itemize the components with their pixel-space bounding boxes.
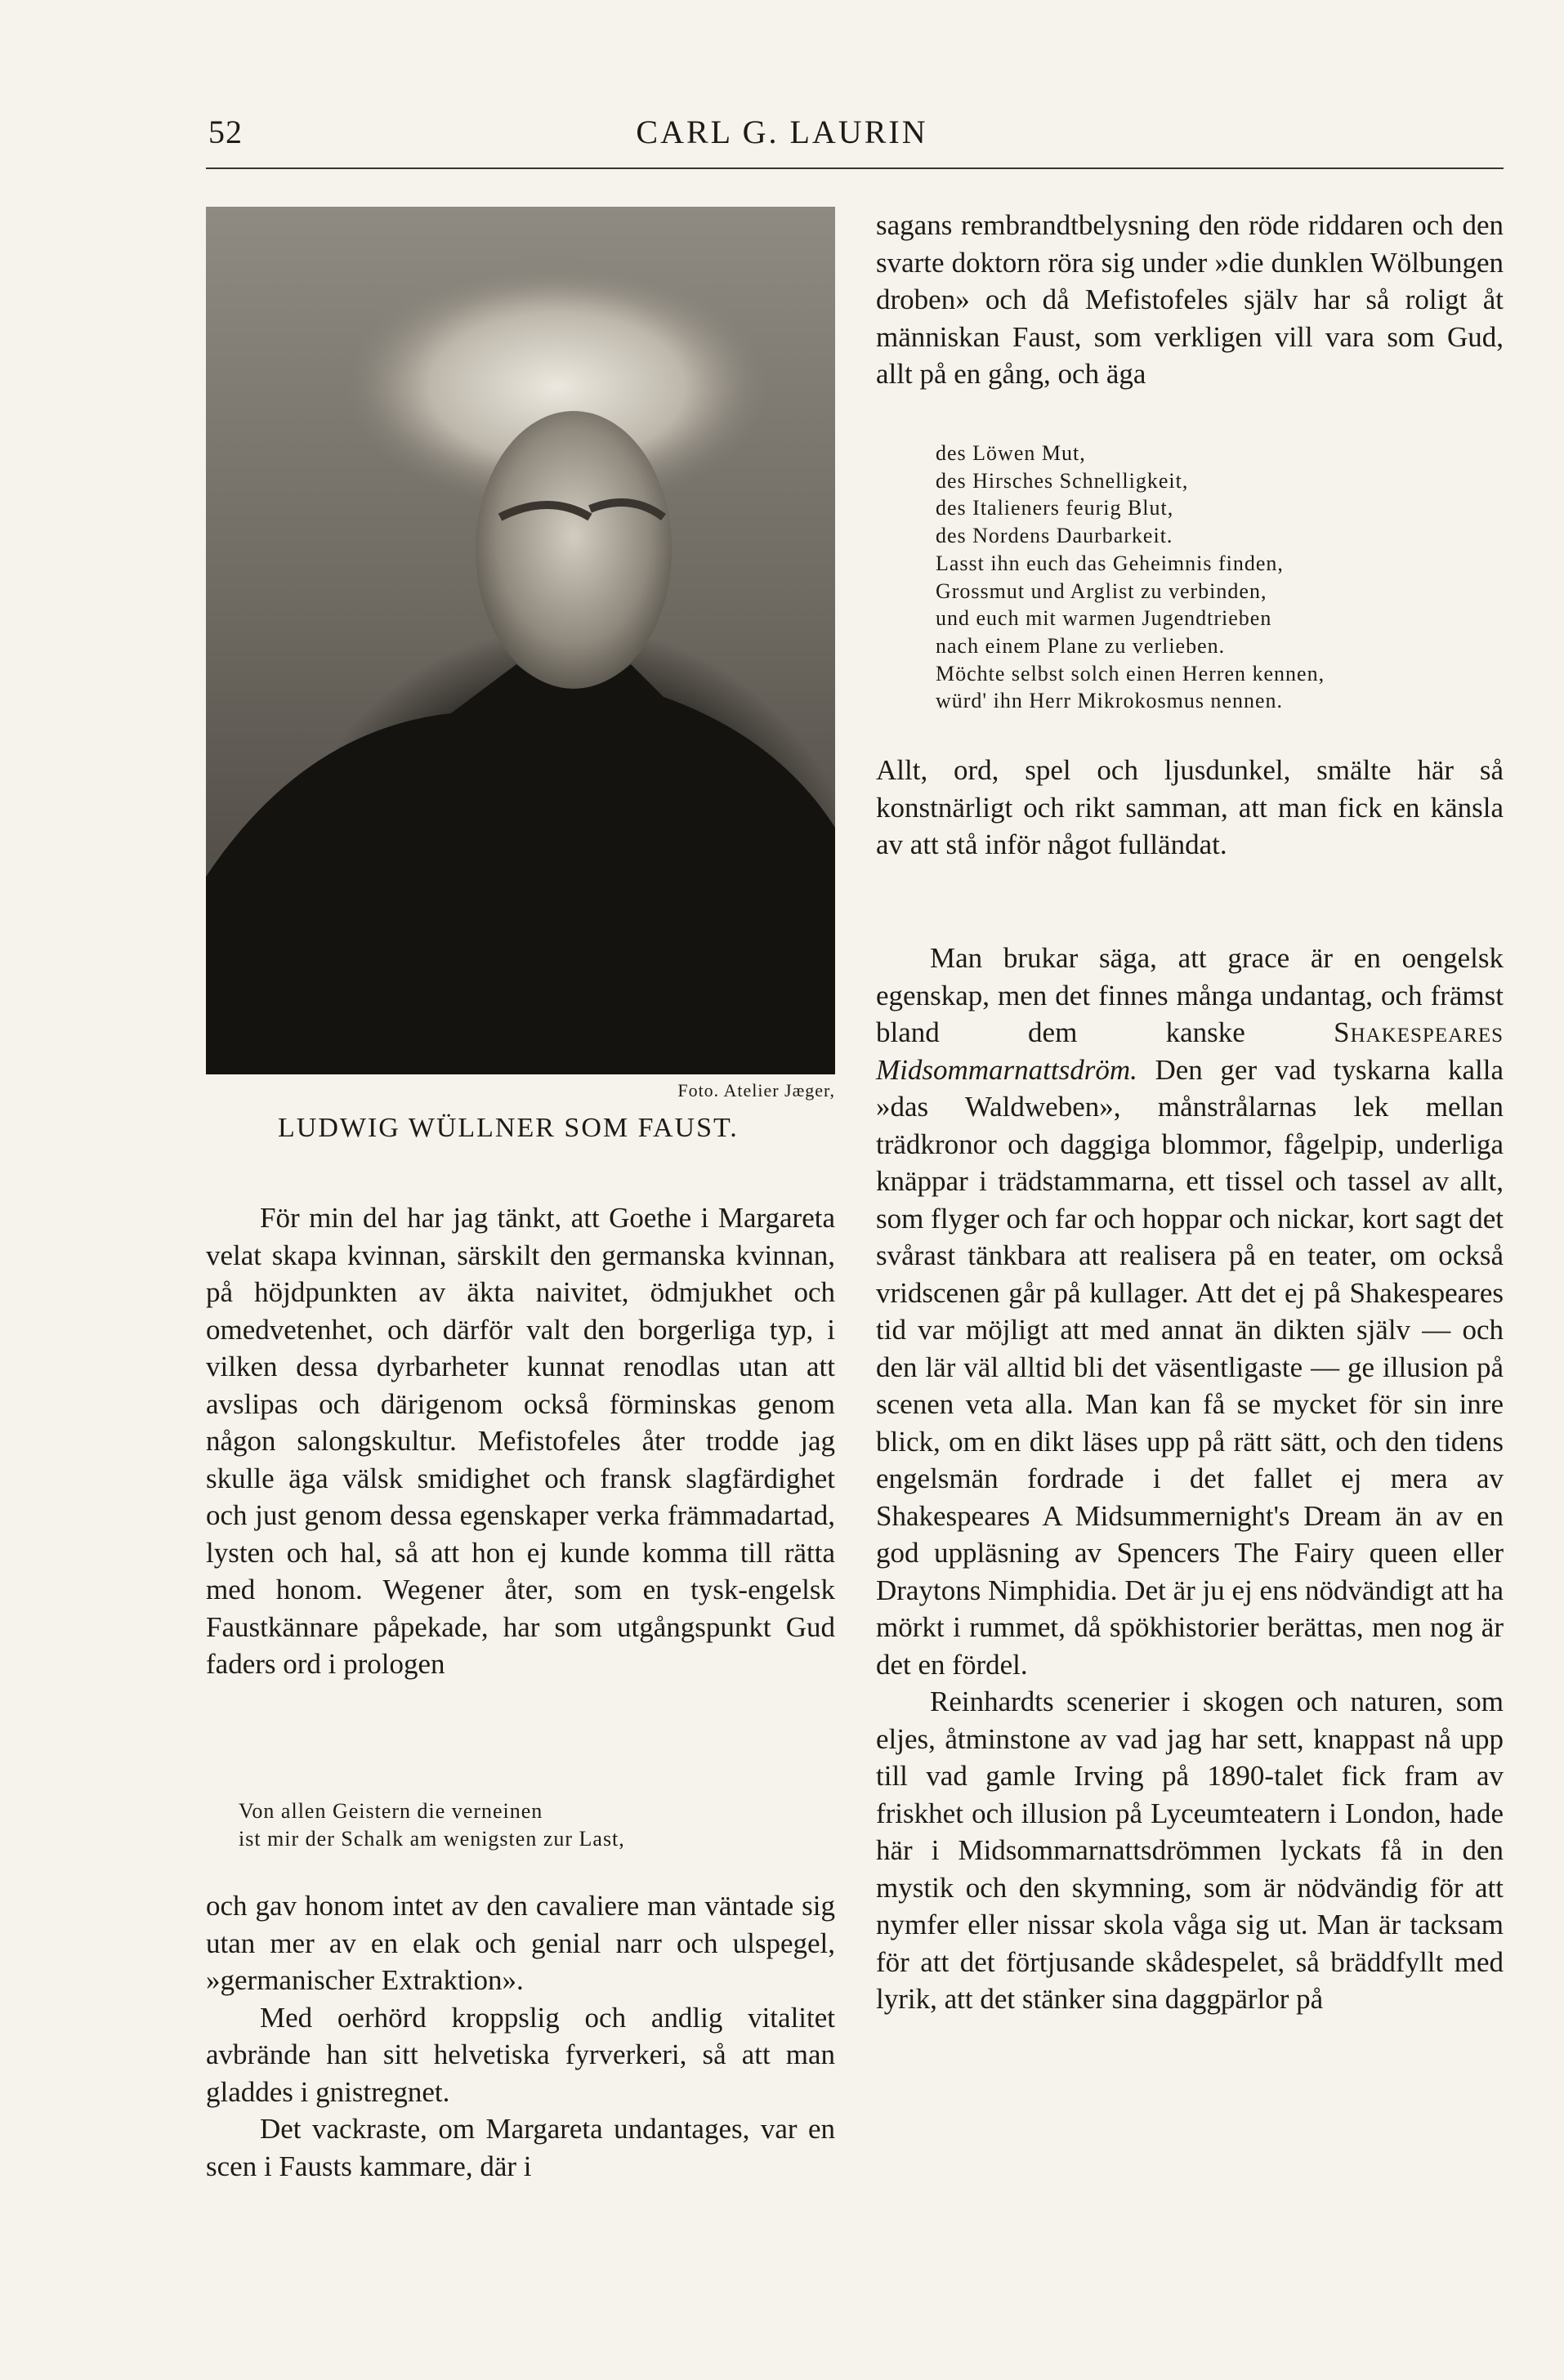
right-paragraph-1 [876,207,1504,393]
verse-line: Möchte selbst solch einen Herren kennen, [936,661,1325,685]
figure-caption: LUDWIG WÜLLNER SOM FAUST. [278,1113,739,1143]
right-paragraph-3 [876,940,1504,2018]
paragraph: Det vackraste, om Margareta undantages, var en scen i Fausts kammare, där i [206,2113,835,2182]
verse-quote-prologue [239,1797,625,1852]
paragraph: och gav honom intet av den cavaliere man väntade sig utan mer av en elak och genial narr och ulspegel, »germanischer Extraktion». [206,1890,835,1996]
verse-line: des Löwen Mut, [936,441,1086,465]
verse-line: und euch mit warmen Jugendtrieben [936,606,1272,631]
paragraph-text: Den ger vad tyskarna kalla »das Waldweben», månstrålarnas lek mellan trädkronor och daggiga blommor, fågelpip, underliga knäppar i trädstammarna, ett tissel och tassel av allt, som flyger och far och hoppar och nickar, kort sagt det svårast tänkbara att realisera på en teater, om också vridscenen går på kullager. Att det ej på Shakespeares tid var möjligt att med annat än dikten själv — och den lär väl alltid bli det väsentligaste — ge illusion på scenen veta alla. Man kan få se mycket för sin inre blick, om en dikt läses upp på rätt sätt, och den tidens engelsmän fordrade i det fallet ej mera av Shakespeares A Midsummernight's Dream än av en god uppläsning av Spencers The Fairy queen eller Draytons Nimphidia. Det är ju ej ens nödvändigt att ha mörkt i rummet, då spökhistorier berättas, men nog är det en fördel. [876,1053,1504,1681]
paragraph: Allt, ord, spel och ljusdunkel, smälte här så konstnärligt och rikt samman, att man fick en känsla av att stå inför något fulländat. [876,754,1504,860]
paragraph-text: Man brukar säga, att grace är en oengelsk egenskap, men det finnes många undantag, och främst bland dem kanske [876,942,1504,1048]
page-number: 52 [208,114,243,150]
verse-line: ist mir der Schalk am wenigsten zur Last, [239,1826,625,1851]
portrait-illustration [206,207,835,1074]
paragraph: För min del har jag tänkt, att Goethe i Margareta velat skapa kvinnan, särskilt den germanska kvinnan, på höjdpunkten av äkta naivitet, ödmjukhet och omedvetenhet, och därför valt den borgerliga typ, i vilken dessa dyrbarheter kunnat renodlas utan att avslipas och därigenom också förminskas genom någon salongskultur. Mefistofeles åter trodde jag skulle äga välsk smidighet och fransk slagfärdighet och just genom dessa egenskaper verka främmadartad, lysten och hal, så att hon ej kunde komma till rätta med honom. Wegener åter, som en tysk-engelsk Faustkännare påpekade, har som utgångspunkt Gud faders ord i prologen [206,1202,835,1680]
paragraph [876,940,1504,1683]
verse-line: des Nordens Daurbarkeit. [936,524,1173,548]
verse-line: Grossmut und Arglist zu verbinden, [936,578,1267,603]
running-head: CARL G. LAURIN [636,114,928,150]
work-title: Midsommarnattsdröm. [876,1053,1137,1086]
verse-line: würd' ihn Herr Mikrokosmus nennen. [936,689,1284,713]
header-rule [206,167,1504,169]
paragraph: sagans rembrandtbelysning den röde riddaren och den svarte doktorn röra sig under »die dunklen Wölbungen droben» och då Mefistofeles själv har så roligt åt människan Faust, som verkligen vill vara som Gud, allt på en gång, och äga [876,209,1504,390]
portrait-photo [206,207,835,1074]
verse-line: Lasst ihn euch das Geheimnis finden, [936,551,1284,575]
verse-line: des Hirsches Schnelligkeit, [936,468,1189,493]
verse-quote-faust [936,440,1325,715]
right-paragraph-2 [876,752,1504,864]
photo-credit: Foto. Atelier Jæger, [677,1080,835,1101]
left-paragraph-2 [206,1887,835,2185]
left-paragraph-1 [206,1199,835,1683]
verse-line: des Italieners feurig Blut, [936,496,1174,520]
author-name: Shakespeares [1334,1016,1504,1048]
verse-line: Von allen Geistern die verneinen [239,1799,543,1823]
paragraph: Reinhardts scenerier i skogen och naturen, som eljes, åtminstone av vad jag har sett, knappast nå upp till vad gamle Irving på 1890-talet fick fram av friskhet och illusion på Lyceumteatern i London, hade här i Midsommarnattsdrömmen lyckats få in den mystik och den skymning, som är nödvändig för att nymfer eller nissar skola våga sig ut. Man är tacksam för att det förtjusande skådespelet, så bräddfyllt med lyrik, att det stänker sina daggpärlor på [876,1686,1504,2015]
paragraph: Med oerhörd kroppslig och andlig vitalitet avbrände han sitt helvetiska fyrverkeri, så att man gladdes i gnistregnet. [206,2001,835,2108]
verse-line: nach einem Plane zu verlieben. [936,633,1226,658]
